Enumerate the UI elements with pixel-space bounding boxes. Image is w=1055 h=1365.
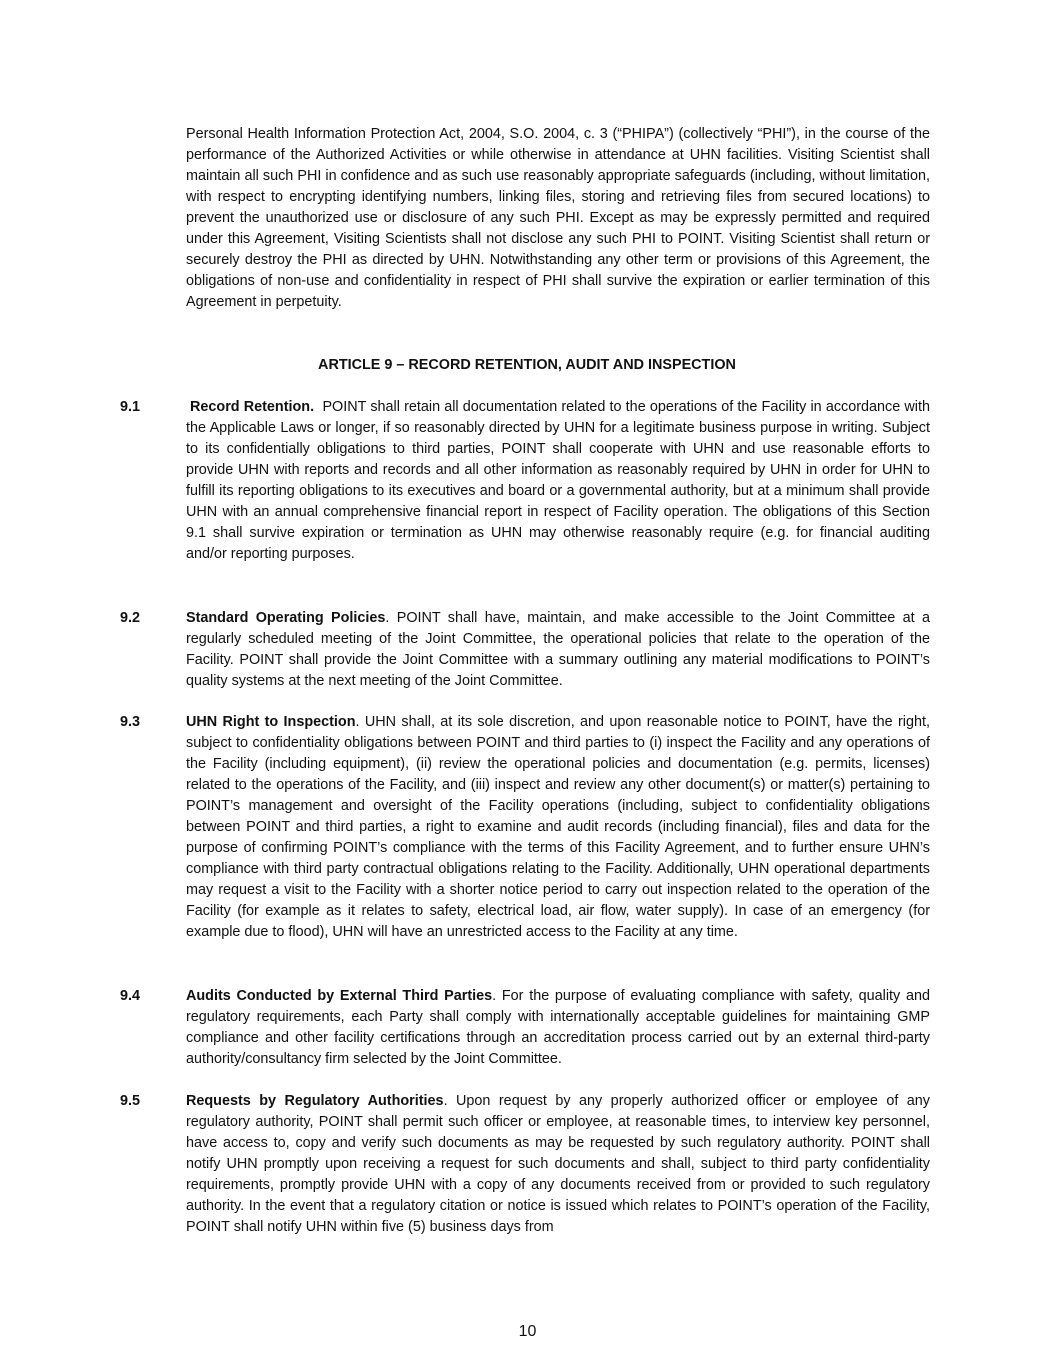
section-body [186,608,930,692]
section-body [186,1091,930,1238]
section-title: Requests by Regulatory Authorities [186,1093,444,1109]
section-title: Audits Conducted by External Third Parties [186,988,493,1004]
section-text: . For the purpose of evaluating compliance with safety, quality and regulatory requirements, each Party shall comply with internationally acceptable guidelines for maintaining GMP compliance and other facility certifications through an accreditation process carried out by an external third-party authority/consultancy firm selected by the Joint Committee. [186,988,930,1067]
section-title: Standard Operating Policies [186,610,386,626]
intro-paragraph: Personal Health Information Protection Act, 2004, S.O. 2004, c. 3 (“PHIPA”) (collectively “PHI”), in the course of the performance of the Authorized Activities or while otherwise in attendance at UHN facilities. Visiting Scientist shall maintain all such PHI in confidence and as such use reasonably appropriate safeguards (including, without limitation, with respect to encrypting identifying numbers, linking files, storing and retrieving files from secured locations) to prevent the unauthorized use or disclosure of any such PHI. Except as may be expressly permitted and required under this Agreement, Visiting Scientists shall not disclose any such PHI to POINT. Visiting Scientist shall return or securely destroy the PHI as directed by UHN. Notwithstanding any other term or provisions of this Agreement, the obligations of non-use and confidentiality in respect of PHI shall survive the expiration or earlier termination of this Agreement in perpetuity. [186,126,930,310]
section-text: POINT shall retain all documentation related to the operations of the Facility in accordance with the Applicable Laws or longer, if so reasonably directed by UHN for a legitimate business purpose in writing. Subject to its confidentially obligations to third parties, POINT shall cooperate with UHN and use reasonable efforts to provide UHN with reports and records and all other information as reasonably required by UHN in order for UHN to fulfill its reporting obligations to its executives and board or a governmental authority, but at a minimum shall provide UHN with an annual comprehensive financial report in respect of Facility operation. The obligations of this Section 9.1 shall survive expiration or termination as UHN may otherwise reasonably require (e.g. for financial auditing and/or reporting purposes. [186,399,931,562]
section-number: 9.2 [120,610,141,626]
section-body [186,986,930,1070]
section-number: 9.5 [120,1093,141,1109]
section-text: . POINT shall have, maintain, and make accessible to the Joint Committee at a regularly scheduled meeting of the Joint Committee, the operational policies that relate to the operation of the Facility. POINT shall provide the Joint Committee with a summary outlining any material modifications to POINT’s quality systems at the next meeting of the Joint Committee. [186,610,930,689]
section-title: UHN Right to Inspection [186,714,356,730]
section-body [186,712,930,943]
section-number: 9.4 [120,988,141,1004]
section-number: 9.1 [120,399,141,415]
article-heading: ARTICLE 9 – RECORD RETENTION, AUDIT AND INSPECTION [318,357,736,373]
section-body [186,397,930,565]
section-text: . UHN shall, at its sole discretion, and upon reasonable notice to POINT, have the right, subject to confidentiality obligations between POINT and third parties to (i) inspect the Facility and any operations of the Facility (including equipment), (ii) review the operational policies and documentation (e.g. permits, licenses) related to the operations of the Facility, and (iii) inspect and review any other document(s) or matter(s) pertaining to POINT’s management and oversight of the Facility operations (including, subject to confidentiality obligations between POINT and third parties, a right to examine and audit records (including financial), files and data for the purpose of confirming POINT’s compliance with the terms of this Facility Agreement, and to further ensure UHN’s compliance with third party contractual obligations relating to the Facility. Additionally, UHN operational departments may request a visit to the Facility with a shorter notice period to carry out inspection related to the operation of the Facility (for example as it relates to safety, electrical load, air flow, water supply). In case of an emergency (for example due to flood), UHN will have an unrestricted access to the Facility at any time. [186,714,930,940]
page-number: 10 [518,1323,537,1340]
section-number: 9.3 [120,714,141,730]
section-text: . Upon request by any properly authorized officer or employee of any regulatory authority, POINT shall permit such officer or employee, at reasonable times, to interview key personnel, have access to, copy and verify such documents as may be requested by such regulatory authority. POINT shall notify UHN promptly upon receiving a request for such documents and shall, subject to third party confidentiality requirements, promptly provide UHN with a copy of any documents received from or provided to such regulatory authority. In the event that a regulatory citation or notice is issued which relates to POINT’s operation of the Facility, POINT shall notify UHN within five (5) business days from [186,1093,930,1235]
section-title: Record Retention. [190,399,315,415]
